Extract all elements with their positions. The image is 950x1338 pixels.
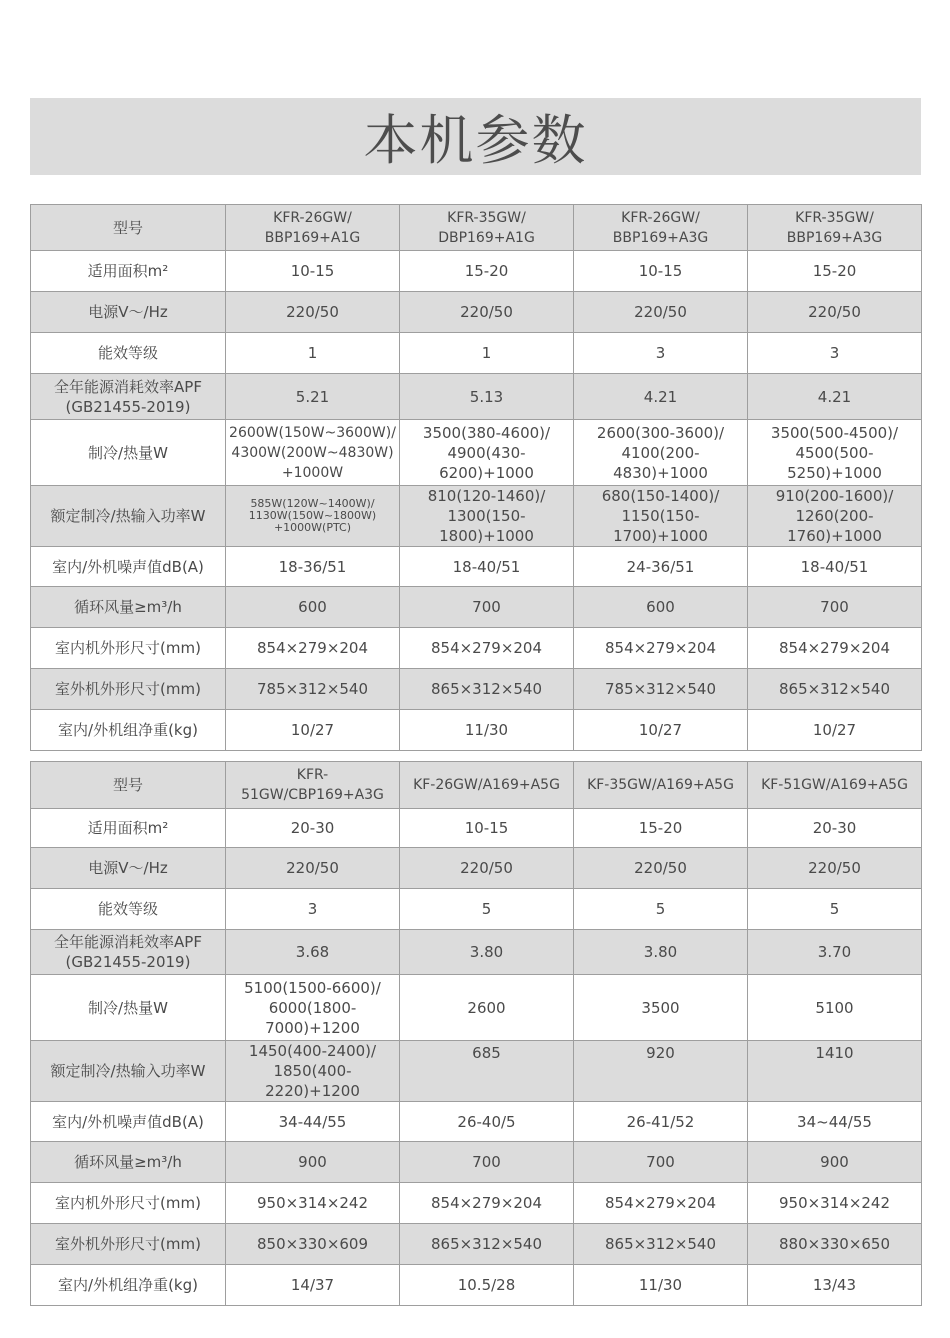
row-label: 室内/外机噪声值dB(A)	[31, 547, 226, 587]
cell-input-power: 680(150-1400)/ 1150(150-1700)+1000	[574, 486, 748, 547]
cell-cooling-heating-capacity: 5100	[748, 975, 922, 1041]
cell-noise: 34~44/55	[748, 1102, 922, 1142]
cell-model: KF-26GW/A169+A5G	[400, 762, 574, 809]
cell-apf: 4.21	[574, 374, 748, 420]
cell-model: KF-51GW/A169+A5G	[748, 762, 922, 809]
cell-input-power: 1450(400-2400)/ 1850(400-2220)+1200	[226, 1041, 400, 1102]
cell-indoor-dimensions: 950×314×242	[226, 1183, 400, 1224]
cell-apf: 3.80	[400, 930, 574, 975]
row-label: 室内/外机组净重(kg)	[31, 710, 226, 751]
cell-cooling-heating-capacity: 3500(380-4600)/ 4900(430-6200)+1000	[400, 420, 574, 486]
cell-net-weight: 10/27	[574, 710, 748, 751]
cell-net-weight: 10/27	[226, 710, 400, 751]
cell-input-power: 810(120-1460)/ 1300(150-1800)+1000	[400, 486, 574, 547]
row-label: 适用面积m²	[31, 251, 226, 292]
cell-cooling-heating-capacity: 2600	[400, 975, 574, 1041]
cell-area: 20-30	[226, 809, 400, 848]
cell-indoor-dimensions: 854×279×204	[226, 628, 400, 669]
row-label: 室外机外形尺寸(mm)	[31, 669, 226, 710]
row-label: 型号	[31, 205, 226, 251]
cell-power-supply: 220/50	[574, 292, 748, 333]
cell-airflow: 900	[748, 1142, 922, 1183]
cell-area: 10-15	[226, 251, 400, 292]
cell-noise: 24-36/51	[574, 547, 748, 587]
cell-apf: 4.21	[748, 374, 922, 420]
row-energy-grade	[31, 889, 922, 930]
cell-airflow: 700	[574, 1142, 748, 1183]
cell-indoor-dimensions: 950×314×242	[748, 1183, 922, 1224]
cell-net-weight: 11/30	[400, 710, 574, 751]
cell-power-supply: 220/50	[226, 292, 400, 333]
cell-indoor-dimensions: 854×279×204	[574, 628, 748, 669]
row-model	[31, 762, 922, 809]
cell-power-supply: 220/50	[574, 848, 748, 889]
row-apf	[31, 930, 922, 975]
cell-cooling-heating-capacity: 2600W(150W~3600W)/ 4300W(200W~4830W) +1000W	[226, 420, 400, 486]
cell-net-weight: 10.5/28	[400, 1265, 574, 1306]
cell-power-supply: 220/50	[400, 848, 574, 889]
cell-energy-grade: 3	[226, 889, 400, 930]
cell-cooling-heating-capacity: 2600(300-3600)/ 4100(200-4830)+1000	[574, 420, 748, 486]
cell-net-weight: 11/30	[574, 1265, 748, 1306]
row-label: 全年能源消耗效率APF (GB21455-2019)	[31, 374, 226, 420]
row-noise	[31, 547, 922, 587]
cell-energy-grade: 3	[748, 333, 922, 374]
cell-outdoor-dimensions: 865×312×540	[574, 1224, 748, 1265]
cell-airflow: 700	[400, 1142, 574, 1183]
cell-outdoor-dimensions: 865×312×540	[400, 1224, 574, 1265]
row-label: 型号	[31, 762, 226, 809]
cell-noise: 34-44/55	[226, 1102, 400, 1142]
cell-area: 20-30	[748, 809, 922, 848]
cell-noise: 18-40/51	[748, 547, 922, 587]
row-airflow	[31, 587, 922, 628]
cell-input-power: 685	[400, 1041, 574, 1102]
cell-apf: 5.13	[400, 374, 574, 420]
cell-power-supply: 220/50	[748, 292, 922, 333]
cell-airflow: 700	[748, 587, 922, 628]
row-label: 全年能源消耗效率APF (GB21455-2019)	[31, 930, 226, 975]
cell-area: 10-15	[574, 251, 748, 292]
cell-net-weight: 13/43	[748, 1265, 922, 1306]
cell-energy-grade: 5	[400, 889, 574, 930]
row-cooling-heating-capacity	[31, 975, 922, 1041]
row-label: 制冷/热量W	[31, 975, 226, 1041]
row-label: 适用面积m²	[31, 809, 226, 848]
cell-model: KFR-26GW/ BBP169+A3G	[574, 205, 748, 251]
cell-airflow: 900	[226, 1142, 400, 1183]
cell-area: 10-15	[400, 809, 574, 848]
row-outdoor-dimensions	[31, 669, 922, 710]
cell-outdoor-dimensions: 865×312×540	[748, 669, 922, 710]
row-indoor-dimensions	[31, 628, 922, 669]
row-label: 额定制冷/热输入功率W	[31, 1041, 226, 1102]
cell-input-power: 1410	[748, 1041, 922, 1102]
cell-noise: 18-36/51	[226, 547, 400, 587]
page-title: 本机参数	[363, 109, 588, 172]
cell-input-power: 585W(120W~1400W)/ 1130W(150W~1800W) +1000W(PTC)	[226, 486, 400, 547]
cell-airflow: 600	[574, 587, 748, 628]
cell-outdoor-dimensions: 865×312×540	[400, 669, 574, 710]
cell-power-supply: 220/50	[748, 848, 922, 889]
row-model	[31, 205, 922, 251]
cell-energy-grade: 1	[400, 333, 574, 374]
cell-outdoor-dimensions: 850×330×609	[226, 1224, 400, 1265]
cell-noise: 26-40/5	[400, 1102, 574, 1142]
cell-energy-grade: 5	[574, 889, 748, 930]
cell-outdoor-dimensions: 785×312×540	[226, 669, 400, 710]
cell-apf: 5.21	[226, 374, 400, 420]
row-label: 室内/外机组净重(kg)	[31, 1265, 226, 1306]
row-power-supply	[31, 848, 922, 889]
row-outdoor-dimensions	[31, 1224, 922, 1265]
row-net-weight	[31, 1265, 922, 1306]
cell-net-weight: 10/27	[748, 710, 922, 751]
row-label: 室内机外形尺寸(mm)	[31, 628, 226, 669]
spec-table-1	[30, 204, 922, 751]
cell-indoor-dimensions: 854×279×204	[400, 1183, 574, 1224]
row-label: 电源V～/Hz	[31, 848, 226, 889]
cell-model: KFR-26GW/ BBP169+A1G	[226, 205, 400, 251]
cell-apf: 3.68	[226, 930, 400, 975]
cell-net-weight: 14/37	[226, 1265, 400, 1306]
cell-cooling-heating-capacity: 3500	[574, 975, 748, 1041]
cell-area: 15-20	[574, 809, 748, 848]
cell-energy-grade: 1	[226, 333, 400, 374]
cell-indoor-dimensions: 854×279×204	[400, 628, 574, 669]
row-noise	[31, 1102, 922, 1142]
row-power-supply	[31, 292, 922, 333]
row-label: 制冷/热量W	[31, 420, 226, 486]
cell-input-power: 910(200-1600)/ 1260(200-1760)+1000	[748, 486, 922, 547]
cell-model: KFR-35GW/ BBP169+A3G	[748, 205, 922, 251]
spec-table-2	[30, 761, 922, 1306]
row-label: 能效等级	[31, 889, 226, 930]
row-label: 室内机外形尺寸(mm)	[31, 1183, 226, 1224]
row-label: 额定制冷/热输入功率W	[31, 486, 226, 547]
cell-noise: 26-41/52	[574, 1102, 748, 1142]
title-bar	[30, 98, 921, 175]
cell-apf: 3.70	[748, 930, 922, 975]
row-cooling-heating-capacity	[31, 420, 922, 486]
cell-noise: 18-40/51	[400, 547, 574, 587]
row-energy-grade	[31, 333, 922, 374]
cell-airflow: 600	[226, 587, 400, 628]
cell-model: KFR-35GW/ DBP169+A1G	[400, 205, 574, 251]
row-label: 循环风量≥m³/h	[31, 587, 226, 628]
row-area	[31, 809, 922, 848]
row-airflow	[31, 1142, 922, 1183]
cell-cooling-heating-capacity: 5100(1500-6600)/ 6000(1800-7000)+1200	[226, 975, 400, 1041]
cell-outdoor-dimensions: 880×330×650	[748, 1224, 922, 1265]
row-indoor-dimensions	[31, 1183, 922, 1224]
cell-airflow: 700	[400, 587, 574, 628]
cell-energy-grade: 3	[574, 333, 748, 374]
cell-model: KFR-51GW/CBP169+A3G	[226, 762, 400, 809]
row-input-power	[31, 486, 922, 547]
row-apf	[31, 374, 922, 420]
cell-indoor-dimensions: 854×279×204	[748, 628, 922, 669]
row-net-weight	[31, 710, 922, 751]
row-area	[31, 251, 922, 292]
cell-area: 15-20	[748, 251, 922, 292]
row-label: 能效等级	[31, 333, 226, 374]
cell-energy-grade: 5	[748, 889, 922, 930]
cell-cooling-heating-capacity: 3500(500-4500)/ 4500(500-5250)+1000	[748, 420, 922, 486]
cell-power-supply: 220/50	[226, 848, 400, 889]
row-label: 循环风量≥m³/h	[31, 1142, 226, 1183]
row-label: 电源V～/Hz	[31, 292, 226, 333]
cell-indoor-dimensions: 854×279×204	[574, 1183, 748, 1224]
cell-apf: 3.80	[574, 930, 748, 975]
row-label: 室外机外形尺寸(mm)	[31, 1224, 226, 1265]
cell-outdoor-dimensions: 785×312×540	[574, 669, 748, 710]
row-input-power	[31, 1041, 922, 1102]
cell-area: 15-20	[400, 251, 574, 292]
cell-power-supply: 220/50	[400, 292, 574, 333]
row-label: 室内/外机噪声值dB(A)	[31, 1102, 226, 1142]
cell-model: KF-35GW/A169+A5G	[574, 762, 748, 809]
cell-input-power: 920	[574, 1041, 748, 1102]
